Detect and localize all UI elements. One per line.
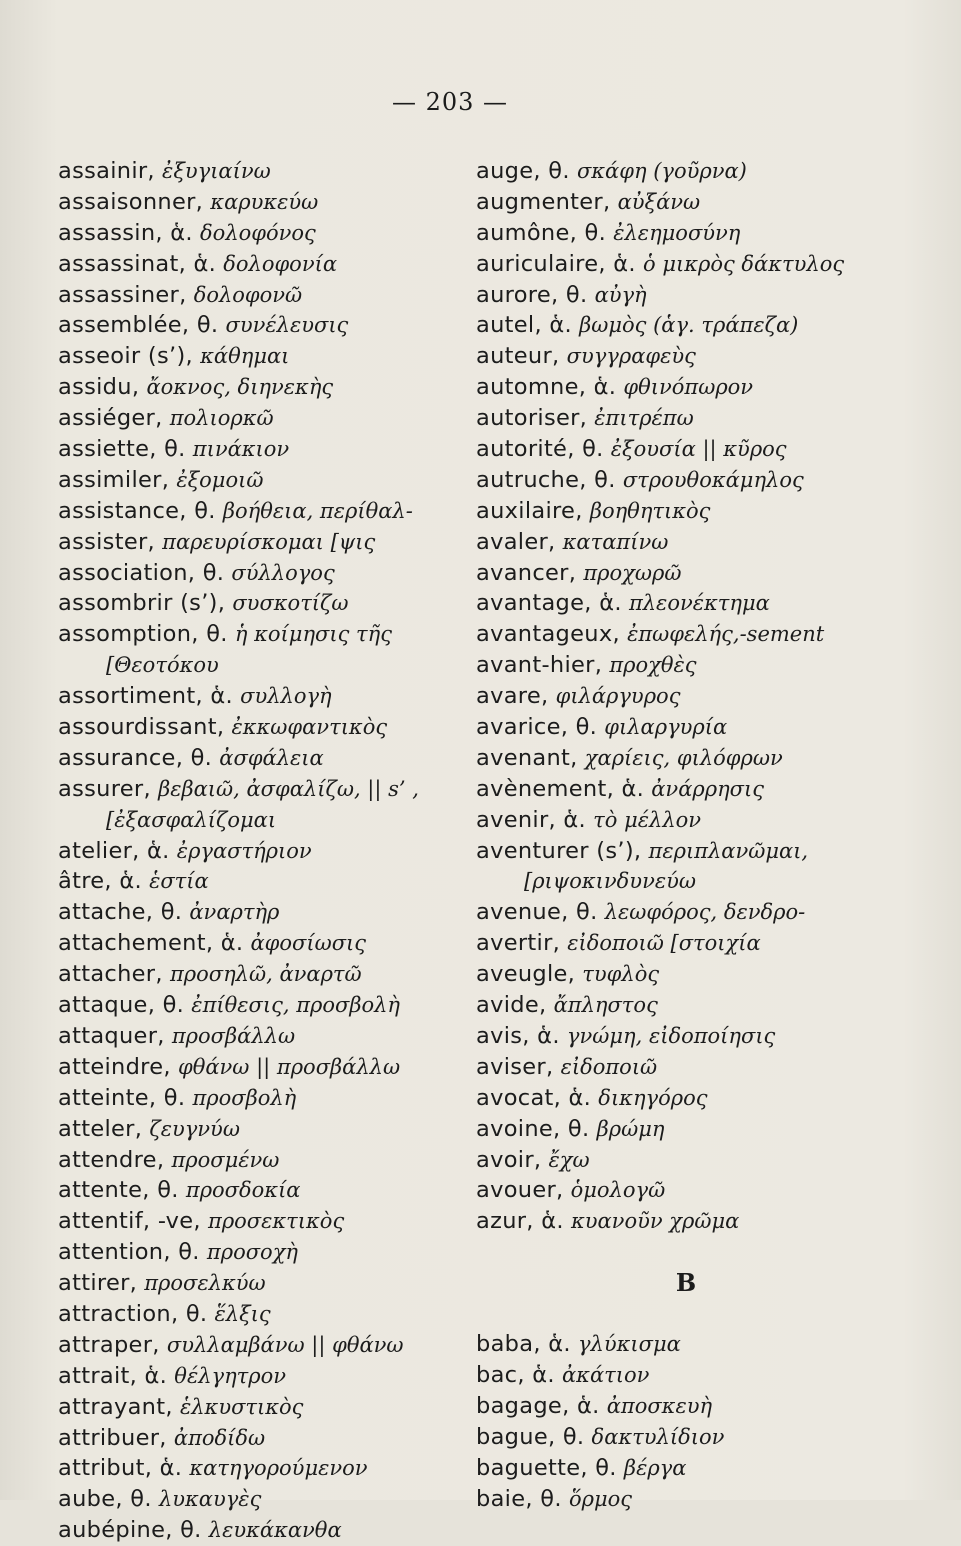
gloss: λεωφόρος, δενδρο- bbox=[604, 900, 806, 925]
dictionary-entry bbox=[476, 1391, 896, 1422]
dictionary-entry bbox=[476, 959, 896, 990]
headword: attaquer, bbox=[58, 1022, 165, 1049]
dictionary-entry bbox=[476, 619, 896, 650]
gloss: γλύκισμα bbox=[577, 1332, 681, 1357]
dictionary-entry bbox=[476, 681, 896, 712]
gloss: προσβολὴ bbox=[192, 1085, 297, 1110]
entry-continuation bbox=[58, 650, 468, 681]
headword: baie, θ. bbox=[476, 1485, 562, 1512]
gloss: ἐκκωφαντικὸς bbox=[231, 715, 388, 740]
dictionary-entry bbox=[58, 496, 468, 527]
headword: assombrir (s’), bbox=[58, 590, 226, 617]
headword: attirer, bbox=[58, 1270, 138, 1297]
headword: atteindre, bbox=[58, 1053, 171, 1080]
dictionary-entry bbox=[476, 1453, 896, 1484]
gloss: ἀποσκευὴ bbox=[606, 1393, 713, 1418]
gloss: λυκαυγὲς bbox=[158, 1487, 262, 1512]
headword: avide, bbox=[476, 992, 547, 1019]
gloss: ὁμολογῶ bbox=[570, 1178, 666, 1203]
gloss: [ἐξασφαλίζομαι bbox=[106, 807, 277, 832]
headword: azur, ἁ. bbox=[476, 1208, 564, 1235]
headword: atelier, ἁ. bbox=[58, 837, 170, 864]
headword: assidu, bbox=[58, 374, 140, 401]
gloss: προσοχὴ bbox=[206, 1240, 298, 1265]
gloss: εἰδοποιῶ bbox=[560, 1054, 658, 1079]
dictionary-entry bbox=[476, 1484, 896, 1515]
dictionary-entry bbox=[58, 774, 468, 805]
headword: assiette, θ. bbox=[58, 436, 186, 463]
gloss: ἀνάρρησις bbox=[651, 776, 764, 801]
entry-continuation bbox=[58, 805, 468, 836]
dictionary-entry bbox=[58, 1083, 468, 1114]
dictionary-entry bbox=[58, 187, 468, 218]
headword: avocat, ἁ. bbox=[476, 1084, 592, 1111]
dictionary-entry bbox=[58, 403, 468, 434]
dictionary-entry bbox=[476, 774, 896, 805]
gloss: κάθημαι bbox=[200, 344, 290, 369]
gloss: ἐξουσία || κῦρος bbox=[610, 437, 787, 462]
headword: bagage, ἁ. bbox=[476, 1392, 600, 1419]
headword: aventurer (s’), bbox=[476, 837, 642, 864]
gloss: φθινόπωρον bbox=[623, 375, 754, 400]
dictionary-entry bbox=[58, 1114, 468, 1145]
headword: aube, θ. bbox=[58, 1486, 152, 1513]
dictionary-entry bbox=[58, 310, 468, 341]
gloss: ἄοκνος, διηνεκὴς bbox=[146, 375, 334, 400]
headword: assaisonner, bbox=[58, 188, 204, 215]
gloss: βεβαιῶ, ἀσφαλίζω, || s’ , bbox=[158, 776, 419, 801]
gloss: φιλάργυρος bbox=[555, 684, 681, 709]
headword: attribuer, bbox=[58, 1424, 167, 1451]
page-number: — 203 — bbox=[391, 88, 509, 116]
headword: aumône, θ. bbox=[476, 219, 607, 246]
gloss: αὐξάνω bbox=[617, 189, 701, 214]
gloss: συνέλευσις bbox=[225, 313, 349, 338]
right-column-b-entries bbox=[476, 1329, 896, 1514]
gloss: λευκάκανθα bbox=[208, 1518, 342, 1543]
dictionary-entry bbox=[58, 990, 468, 1021]
gloss: [ριψοκινδυνεύω bbox=[524, 869, 696, 894]
gloss: ἐξομοιῶ bbox=[176, 467, 264, 492]
headword: automne, ἁ. bbox=[476, 374, 617, 401]
gloss: σκάφη (γοῦρνα) bbox=[576, 159, 747, 183]
headword: attraper, bbox=[58, 1331, 160, 1358]
dictionary-entry bbox=[58, 372, 468, 403]
dictionary-entry bbox=[476, 558, 896, 589]
headword: attachement, ἁ. bbox=[58, 930, 244, 957]
headword: aveugle, bbox=[476, 961, 576, 988]
headword: assortiment, ἁ. bbox=[58, 683, 233, 710]
dictionary-entry bbox=[58, 341, 468, 372]
dictionary-entry bbox=[476, 650, 896, 681]
headword: avis, ἁ. bbox=[476, 1022, 560, 1049]
section-letter: B bbox=[675, 1268, 697, 1298]
gloss: παρευρίσκομαι [ψις bbox=[162, 529, 376, 554]
dictionary-entry bbox=[58, 1237, 468, 1268]
gloss: δολοφόνος bbox=[200, 220, 316, 245]
headword: avertir, bbox=[476, 930, 561, 957]
headword: aviser, bbox=[476, 1053, 554, 1080]
dictionary-entry bbox=[476, 280, 896, 311]
dictionary-entry bbox=[58, 1175, 468, 1206]
headword: aubépine, θ. bbox=[58, 1517, 202, 1544]
gloss: κατηγορούμενον bbox=[189, 1456, 368, 1481]
gloss: ἀκάτιον bbox=[562, 1363, 650, 1388]
headword: assomption, θ. bbox=[58, 621, 228, 648]
dictionary-entry bbox=[58, 1206, 468, 1237]
dictionary-entry bbox=[58, 465, 468, 496]
dictionary-entry bbox=[58, 712, 468, 743]
dictionary-entry bbox=[476, 1083, 896, 1114]
gloss: ἕλξις bbox=[214, 1301, 271, 1326]
dictionary-entry bbox=[476, 743, 896, 774]
gloss: ἐργαστήριον bbox=[176, 838, 312, 863]
dictionary-entry bbox=[58, 1268, 468, 1299]
gloss: πολιορκῶ bbox=[169, 406, 274, 431]
gloss: ἐπίθεσις, προσβολὴ bbox=[191, 993, 400, 1018]
dictionary-entry bbox=[476, 341, 896, 372]
dictionary-entry bbox=[58, 1453, 468, 1484]
headword: assassinat, ἁ. bbox=[58, 250, 217, 277]
headword: bague, θ. bbox=[476, 1423, 585, 1450]
dictionary-entry bbox=[58, 1052, 468, 1083]
headword: attacher, bbox=[58, 961, 163, 988]
headword: assimiler, bbox=[58, 466, 170, 493]
dictionary-entry bbox=[58, 1021, 468, 1052]
headword: attentif, -ve, bbox=[58, 1208, 201, 1235]
dictionary-entry bbox=[476, 403, 896, 434]
headword: autoriser, bbox=[476, 405, 588, 432]
gloss: βέργα bbox=[623, 1455, 687, 1480]
dictionary-entry bbox=[58, 897, 468, 928]
dictionary-entry bbox=[476, 1021, 896, 1052]
dictionary-entry bbox=[58, 959, 468, 990]
gloss: χαρίεις, φιλόφρων bbox=[584, 745, 783, 770]
dictionary-entry bbox=[58, 588, 468, 619]
dictionary-entry bbox=[58, 1361, 468, 1392]
gloss: φιλαργυρία bbox=[604, 715, 728, 740]
gloss: θέλγητρον bbox=[174, 1363, 287, 1388]
dictionary-entry bbox=[476, 1175, 896, 1206]
gloss: βοήθεια, περίθαλ- bbox=[222, 498, 413, 523]
headword: attraction, θ. bbox=[58, 1300, 208, 1327]
dictionary-entry bbox=[476, 527, 896, 558]
headword: autruche, θ. bbox=[476, 466, 616, 493]
dictionary-entry bbox=[58, 1330, 468, 1361]
gloss: συλλαμβάνω || φθάνω bbox=[166, 1332, 404, 1357]
dictionary-entry bbox=[476, 805, 896, 836]
gloss: ἀποδίδω bbox=[173, 1425, 266, 1450]
headword: assemblée, θ. bbox=[58, 312, 219, 339]
dictionary-entry bbox=[476, 1360, 896, 1391]
gloss: δολοφονία bbox=[223, 251, 338, 276]
gloss: γνώμη, εἰδοποίησις bbox=[566, 1023, 776, 1048]
gloss: συλλογὴ bbox=[240, 684, 332, 709]
gloss: προσβάλλω bbox=[171, 1023, 296, 1048]
dictionary-entry bbox=[476, 1206, 896, 1237]
headword: attrait, ἁ. bbox=[58, 1362, 168, 1389]
gloss: ἀναρτὴρ bbox=[189, 900, 280, 925]
gloss: πλεονέκτημα bbox=[628, 591, 770, 616]
headword: avantageux, bbox=[476, 621, 620, 648]
headword: avenant, bbox=[476, 744, 578, 771]
dictionary-entry bbox=[58, 1299, 468, 1330]
gloss: προσμένω bbox=[171, 1147, 280, 1172]
headword: assiéger, bbox=[58, 405, 163, 432]
gloss: [Θεοτόκου bbox=[106, 653, 219, 678]
headword: avaler, bbox=[476, 528, 556, 555]
headword: autel, ἁ. bbox=[476, 312, 572, 339]
headword: auge, θ. bbox=[476, 158, 570, 184]
gloss: ἔχω bbox=[548, 1147, 590, 1172]
dictionary-entry bbox=[476, 187, 896, 218]
dictionary-entry bbox=[476, 249, 896, 280]
gloss: τὸ μέλλον bbox=[593, 807, 702, 832]
dictionary-entry bbox=[58, 1423, 468, 1454]
gloss: κυανοῦν χρῶμα bbox=[570, 1209, 740, 1234]
headword: asseoir (s’), bbox=[58, 343, 193, 370]
gloss: ἀσφάλεια bbox=[219, 745, 324, 770]
dictionary-entry bbox=[58, 249, 468, 280]
dictionary-entry bbox=[476, 897, 896, 928]
headword: assassin, ἁ. bbox=[58, 219, 193, 246]
dictionary-entry bbox=[58, 1145, 468, 1176]
gloss: ἐλεημοσύνη bbox=[613, 220, 741, 245]
gloss: καταπίνω bbox=[562, 529, 669, 554]
headword: assassiner, bbox=[58, 281, 187, 308]
dictionary-entry bbox=[476, 836, 896, 867]
headword: baguette, θ. bbox=[476, 1454, 617, 1481]
dictionary-entry bbox=[476, 1052, 896, 1083]
gloss: πινάκιον bbox=[192, 437, 290, 462]
dictionary-entry bbox=[58, 527, 468, 558]
gloss: δικηγόρος bbox=[598, 1085, 708, 1110]
dictionary-entry bbox=[476, 928, 896, 959]
dictionary-entry bbox=[58, 156, 468, 187]
headword: bac, ἁ. bbox=[476, 1362, 555, 1389]
gloss: προχωρῶ bbox=[583, 560, 682, 585]
dictionary-entry bbox=[476, 310, 896, 341]
dictionary-entry bbox=[58, 434, 468, 465]
gloss: προσηλῶ, ἀναρτῶ bbox=[169, 962, 362, 987]
dictionary-entry bbox=[476, 218, 896, 249]
dictionary-entry bbox=[58, 836, 468, 867]
headword: avenue, θ. bbox=[476, 899, 598, 926]
gloss: βωμὸς (ἁγ. τράπεζα) bbox=[579, 313, 799, 338]
gloss: ἐπιτρέπω bbox=[594, 406, 694, 431]
gloss: προσεκτικὸς bbox=[208, 1209, 345, 1234]
gloss: ὅρμος bbox=[568, 1486, 632, 1511]
headword: baba, ἁ. bbox=[476, 1331, 571, 1358]
gloss: ἐπωφελής,-sement bbox=[627, 622, 825, 647]
headword: avouer, bbox=[476, 1177, 564, 1204]
headword: attente, θ. bbox=[58, 1177, 179, 1204]
dictionary-entry bbox=[58, 280, 468, 311]
dictionary-entry bbox=[58, 218, 468, 249]
gloss: εἰδοποιῶ [στοιχία bbox=[567, 931, 761, 956]
gloss: ἀφοσίωσις bbox=[250, 931, 367, 956]
gloss: ἑλκυστικὸς bbox=[179, 1394, 304, 1419]
gloss: στρουθοκάμηλος bbox=[622, 467, 804, 492]
dictionary-entry bbox=[58, 558, 468, 589]
gloss: καρυκεύω bbox=[210, 189, 319, 214]
dictionary-entry bbox=[476, 372, 896, 403]
headword: attention, θ. bbox=[58, 1239, 200, 1266]
gloss: τυφλὸς bbox=[582, 962, 660, 987]
dictionary-entry bbox=[476, 588, 896, 619]
gloss: συσκοτίζω bbox=[232, 591, 349, 616]
gloss: δακτυλίδιον bbox=[591, 1424, 725, 1449]
headword: avant-hier, bbox=[476, 652, 603, 679]
headword: avoine, θ. bbox=[476, 1115, 590, 1142]
gloss: βρώμη bbox=[596, 1116, 665, 1141]
headword: assurance, θ. bbox=[58, 744, 213, 771]
headword: auxilaire, bbox=[476, 497, 583, 524]
headword: avenir, ἁ. bbox=[476, 806, 586, 833]
headword: attribut, ἁ. bbox=[58, 1455, 183, 1482]
gloss: προσελκύω bbox=[144, 1271, 266, 1296]
dictionary-entry bbox=[476, 1114, 896, 1145]
dictionary-entry bbox=[476, 990, 896, 1021]
entry-continuation bbox=[476, 866, 896, 897]
dictionary-entry bbox=[58, 1392, 468, 1423]
dictionary-entry bbox=[476, 712, 896, 743]
headword: âtre, ἁ. bbox=[58, 868, 142, 895]
headword: assourdissant, bbox=[58, 714, 225, 741]
gloss: προσδοκία bbox=[185, 1178, 301, 1203]
gloss: προχθὲς bbox=[609, 653, 697, 678]
gloss: συγγραφεὺς bbox=[566, 344, 696, 369]
headword: avancer, bbox=[476, 559, 577, 586]
dictionary-entry bbox=[476, 465, 896, 496]
dictionary-entry bbox=[476, 156, 896, 187]
headword: avantage, ἁ. bbox=[476, 590, 622, 617]
gloss: ζευγνύω bbox=[149, 1116, 240, 1141]
headword: autorité, θ. bbox=[476, 436, 604, 463]
dictionary-entry bbox=[476, 434, 896, 465]
gloss: ἡ κοίμησις τῆς bbox=[234, 622, 392, 647]
headword: aurore, θ. bbox=[476, 281, 588, 308]
gloss: ἐξυγιαίνω bbox=[162, 159, 271, 183]
headword: attendre, bbox=[58, 1146, 165, 1173]
headword: assurer, bbox=[58, 775, 151, 802]
gloss: ἄπληστος bbox=[553, 993, 658, 1018]
gloss: ἑστία bbox=[149, 869, 209, 894]
gloss: φθάνω || προσβάλλω bbox=[177, 1054, 401, 1079]
dictionary-entry bbox=[58, 681, 468, 712]
dictionary-entry bbox=[476, 1422, 896, 1453]
headword: attache, θ. bbox=[58, 899, 183, 926]
dictionary-entry bbox=[476, 1329, 896, 1360]
headword: assister, bbox=[58, 528, 155, 555]
dictionary-entry bbox=[476, 1145, 896, 1176]
dictionary-entry bbox=[58, 928, 468, 959]
headword: attaque, θ. bbox=[58, 992, 185, 1019]
headword: avare, bbox=[476, 683, 549, 710]
gloss: ὁ μικρὸς δάκτυλος bbox=[643, 251, 845, 276]
headword: atteler, bbox=[58, 1115, 143, 1142]
headword: atteinte, θ. bbox=[58, 1084, 186, 1111]
dictionary-entry bbox=[58, 1515, 468, 1546]
dictionary-entry bbox=[58, 866, 468, 897]
headword: auriculaire, ἁ. bbox=[476, 250, 636, 277]
headword: association, θ. bbox=[58, 559, 225, 586]
headword: avoir, bbox=[476, 1146, 542, 1173]
dictionary-entry bbox=[58, 619, 468, 650]
gloss: σύλλογος bbox=[231, 560, 335, 585]
gloss: αὐγὴ bbox=[594, 282, 647, 307]
headword: assistance, θ. bbox=[58, 497, 216, 524]
dictionary-entry bbox=[58, 743, 468, 774]
gloss: περιπλανῶμαι, bbox=[648, 838, 809, 863]
right-column bbox=[476, 156, 896, 1515]
headword: assainir, bbox=[58, 158, 155, 184]
right-column-a-entries bbox=[476, 156, 896, 1237]
headword: attrayant, bbox=[58, 1393, 173, 1420]
headword: auteur, bbox=[476, 343, 560, 370]
dictionary-entry bbox=[476, 496, 896, 527]
headword: augmenter, bbox=[476, 188, 611, 215]
headword: avènement, ἁ. bbox=[476, 775, 645, 802]
gloss: δολοφονῶ bbox=[193, 282, 303, 307]
headword: avarice, θ. bbox=[476, 714, 598, 741]
gloss: βοηθητικὸς bbox=[589, 498, 711, 523]
left-column bbox=[58, 156, 468, 1546]
